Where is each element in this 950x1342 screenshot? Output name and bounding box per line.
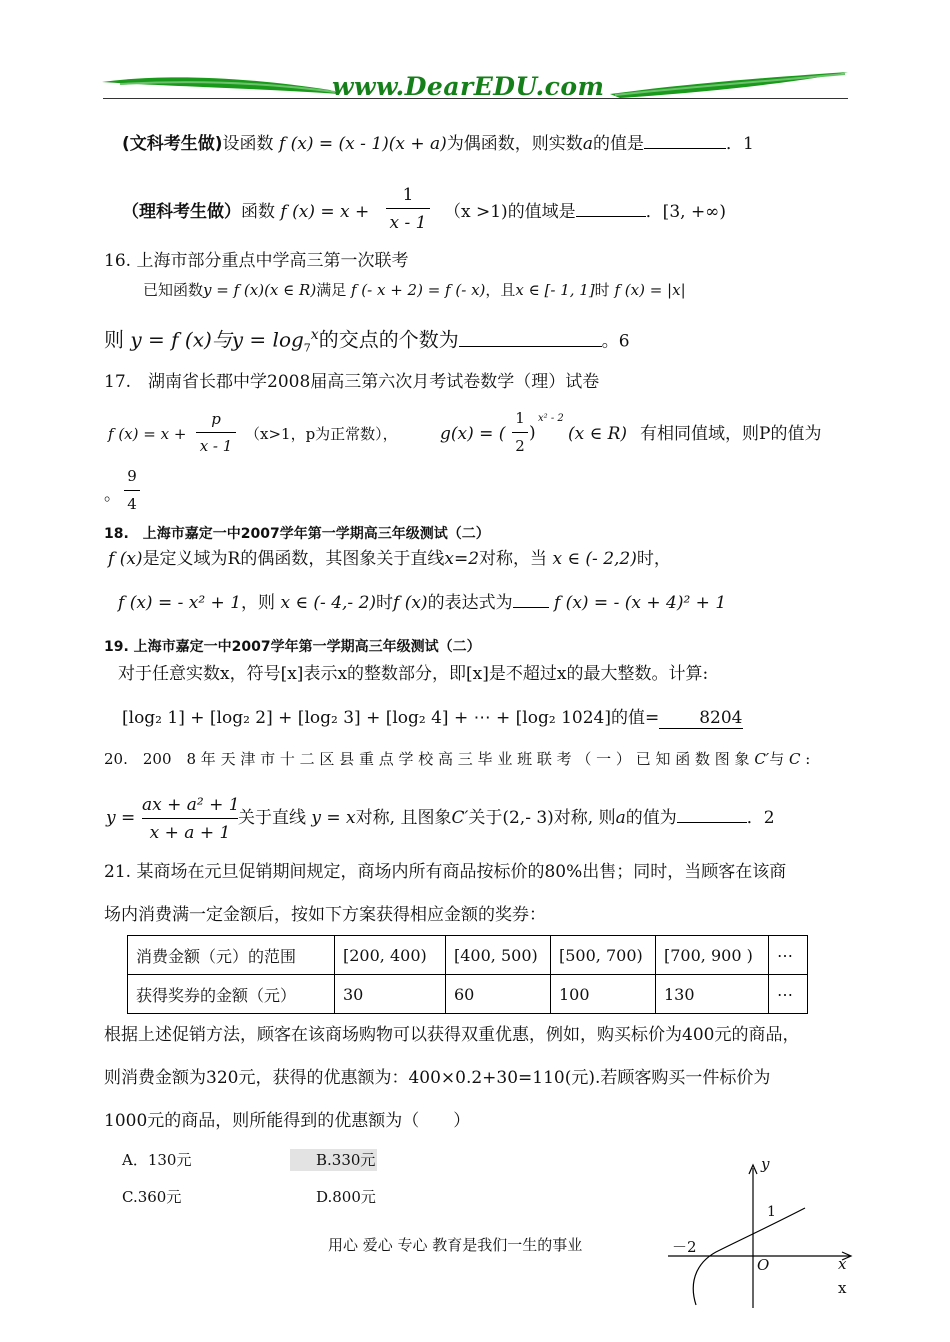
q18-expr-2: f (x) = - x² + 1	[118, 593, 242, 613]
q18-line-eq: x=2	[444, 549, 480, 569]
q17-exp: x² - 2	[538, 413, 564, 424]
q16-log-base: 7	[303, 341, 311, 355]
q16-expr-c: x ∈ [- 1, 1]	[515, 281, 595, 299]
table-cell: ⋯	[769, 975, 808, 1014]
table-cell: 消费金额（元）的范围	[128, 936, 335, 975]
graph-x-label-2: x	[838, 1279, 847, 1297]
q18-text-3: 时，	[636, 549, 671, 569]
q20-y-eq: y =	[106, 808, 136, 828]
q18-interval: x ∈ (- 2,2)	[552, 549, 637, 569]
q20-answer: ．2	[746, 808, 775, 828]
q15-like-line-a	[122, 201, 369, 223]
q20-c-prime: C′	[754, 750, 770, 768]
q15-frac-bar	[386, 208, 430, 209]
q16-expr-a: y = f (x)(x ∈ R)	[203, 281, 317, 299]
q17-frac-bar	[196, 432, 236, 433]
graph-tick-x: －2	[672, 1238, 697, 1256]
q17-half-bar	[512, 432, 528, 433]
q15-frac-num: 1	[402, 185, 414, 205]
q15-like-text: 函数	[241, 202, 275, 222]
q15-wenke-tag: (文科考生做)	[122, 134, 223, 154]
q19-line2	[122, 707, 743, 729]
q18-expr: f (x)	[108, 549, 143, 569]
q21-line1: 21. 某商场在元旦促销期间规定，商场内所有商品按标价的80%出售；同时，当顾客在该商	[104, 862, 787, 882]
q20-and: 与	[769, 750, 785, 768]
q19-answer: 8204	[699, 708, 743, 728]
q17-frac-den: x - 1	[199, 437, 233, 455]
q15-like-expr: f (x) = x +	[280, 202, 370, 222]
table-row	[128, 975, 808, 1014]
q15-var: a	[582, 134, 593, 154]
q16-line1	[143, 280, 686, 300]
q17-text-b: 有相同值域，则P的值为	[640, 424, 822, 444]
q15-wenke-line	[122, 133, 754, 155]
q20-line2	[238, 807, 775, 829]
q19-line1: 对于任意实数x，符号[x]表示x的整数部分，即[x]是不超过x的最大整数。计算:	[118, 664, 709, 684]
q16-expr-d: f (x) = |x|	[614, 281, 686, 299]
table-row	[128, 936, 808, 975]
q20-text-b: 对称, 且图象	[355, 808, 452, 828]
q20-var: a	[615, 808, 626, 828]
q16-line2	[104, 322, 630, 362]
q20-frac-bar	[142, 818, 238, 819]
q16-expr-b: f (- x + 2) = f (- x)	[350, 281, 486, 299]
q15-answer: ．1	[725, 134, 754, 154]
table-cell: [700, 900 )	[656, 936, 769, 975]
graph-origin: O	[757, 1256, 770, 1274]
q17-expr-b: g(x) = (	[440, 424, 506, 444]
q21-line5: 1000元的商品，则所能得到的优惠额为（ ）	[104, 1111, 471, 1131]
graph-svg	[660, 1160, 860, 1310]
q17-title: 17. 湖南省长郡中学2008届高三第六次月考试卷数学（理）试卷	[104, 372, 600, 392]
q18-expr-3: f (x)	[393, 593, 428, 613]
q16-log-arg: x	[310, 327, 319, 343]
table-cell: 30	[335, 975, 446, 1014]
q18-title: 18. 上海市嘉定一中2007学年第一学期高三年级测试（二）	[104, 526, 490, 542]
q18-text: 是定义域为R的偶函数，其图象关于直线	[142, 549, 445, 569]
header-rule	[103, 98, 848, 99]
q20-c-prime-2: C′	[451, 808, 469, 828]
q15-text-b: 为偶函数，则实数	[446, 134, 583, 154]
q16-line2-text-b: 的交点的个数为	[318, 327, 459, 352]
q17-ans-num: 9	[127, 467, 137, 485]
q19-title: 19. 上海市嘉定一中2007学年第一学期高三年级测试（二）	[104, 639, 481, 655]
table-cell: 100	[551, 975, 656, 1014]
q16-text-c: ，且	[485, 281, 516, 299]
option-c: C.360元	[122, 1188, 182, 1206]
q17-expr-a: f (x) = x +	[108, 425, 187, 443]
table-cell: [200, 400)	[335, 936, 446, 975]
q15-frac-den: x - 1	[389, 213, 427, 233]
q16-title: 16. 上海市部分重点中学高三第一次联考	[104, 251, 409, 271]
q15-blank	[644, 134, 726, 149]
q18-interval-2: x ∈ (- 4,- 2)	[280, 593, 377, 613]
q18-blank	[513, 593, 549, 608]
q17-ans-bar	[124, 490, 140, 491]
q21-line2: 场内消费满一定金额后，按如下方案获得相应金额的奖券：	[104, 905, 546, 925]
q20-text-e: 的值为	[625, 808, 677, 828]
q15-text: 设函数	[222, 134, 274, 154]
option-b: B.330元	[290, 1149, 377, 1171]
table-cell: 获得奖券的金额（元）	[128, 975, 335, 1014]
q20-blank	[677, 808, 747, 823]
q20-text-d: 对称, 则	[553, 808, 616, 828]
q16-text-b: 满足	[316, 281, 347, 299]
q15-expr: f (x) = (x - 1)(x + a)	[278, 134, 447, 154]
graph-x-label: x	[838, 1255, 847, 1273]
footer-slogan: 用心 爱心 专心 教育是我们一生的事业	[328, 1236, 583, 1254]
q16-answer: 。6	[601, 331, 630, 352]
q18-text-6: 的表达式为	[427, 593, 513, 613]
q16-line2-expr: y = f (x)与y = log	[130, 327, 304, 352]
option-a: A．130元	[122, 1151, 192, 1169]
q20-text-c: 关于	[468, 808, 503, 828]
q20-title: 20. 200 8 年 天 津 市 十 二 区 县 重 点 学 校 高 三 毕 业 班 联 考 （ 一 ） 已 知 函 数 图 象	[104, 750, 750, 768]
q15-like-text-b: 的值域是	[507, 202, 576, 222]
q17-frac-num: p	[211, 410, 221, 428]
q19-text: 的值=	[610, 708, 660, 728]
table-cell: [400, 500)	[446, 936, 551, 975]
q15-like-blank	[576, 202, 646, 217]
q17-half-num: 1	[515, 409, 525, 427]
q21-line4: 则消费金额为320元，获得的优惠额为：400×0.2+30=110(元).若顾客购买一件标价为	[104, 1068, 771, 1088]
q16-blank	[459, 332, 602, 347]
table-cell: 60	[446, 975, 551, 1014]
q16-line2-text: 则	[104, 327, 124, 352]
q15-like-line-b	[444, 201, 726, 223]
table-cell: 130	[656, 975, 769, 1014]
graph-tick-y: 1	[767, 1204, 776, 1220]
q20-title-line	[104, 749, 810, 769]
site-logo: www.DearEDU.com	[332, 72, 605, 101]
q17-ans-den: 4	[127, 495, 137, 513]
q15-like-tag: （理科考生做）	[122, 202, 241, 222]
q15-like-answer: ．[3, +∞)	[645, 202, 726, 222]
q18-line1	[108, 548, 671, 570]
q18-text-2: 对称，当	[479, 549, 548, 569]
q17-expr-c: (x ∈ R)	[568, 424, 628, 444]
q20-frac-num: ax + a² + 1	[142, 795, 240, 815]
graph-y-label: y	[761, 1155, 770, 1173]
q20-point: (2,- 3)	[502, 808, 554, 828]
q20-line-expr: y = x	[311, 808, 356, 828]
q19-expr: [log₂ 1] + [log₂ 2] + [log₂ 3] + [log₂ 4] + ⋯ + [log₂ 1024]	[122, 708, 611, 728]
q15-like-cond: （x >1)	[444, 202, 508, 222]
award-table	[127, 935, 808, 1014]
q15-text-c: 的值是	[592, 134, 644, 154]
q18-text-5: 时	[376, 593, 394, 613]
q20-colon: :	[805, 750, 811, 768]
q20-frac-den: x + a + 1	[149, 823, 231, 843]
q17-cond: （x>1，p为正常数），	[245, 425, 398, 443]
table-cell: [500, 700)	[551, 936, 656, 975]
q17-half-den: 2	[515, 437, 525, 455]
q18-line2	[118, 592, 726, 614]
q18-answer: f (x) = - (x + 4)² + 1	[553, 593, 727, 613]
q21-line3: 根据上述促销方法，顾客在该商场购物可以获得双重优惠，例如，购买标价为400元的商品，	[104, 1025, 800, 1045]
q16-text-d: 时	[594, 281, 610, 299]
q20-c: C	[789, 750, 801, 768]
table-cell: ⋯	[769, 936, 808, 975]
q16-text-a: 已知函数	[143, 281, 204, 299]
q20-text-a: 关于直线	[238, 808, 306, 828]
q17-ans-prefix: 。	[104, 485, 121, 505]
option-d: D.800元	[316, 1188, 376, 1206]
q18-text-4: ，则	[241, 593, 276, 613]
